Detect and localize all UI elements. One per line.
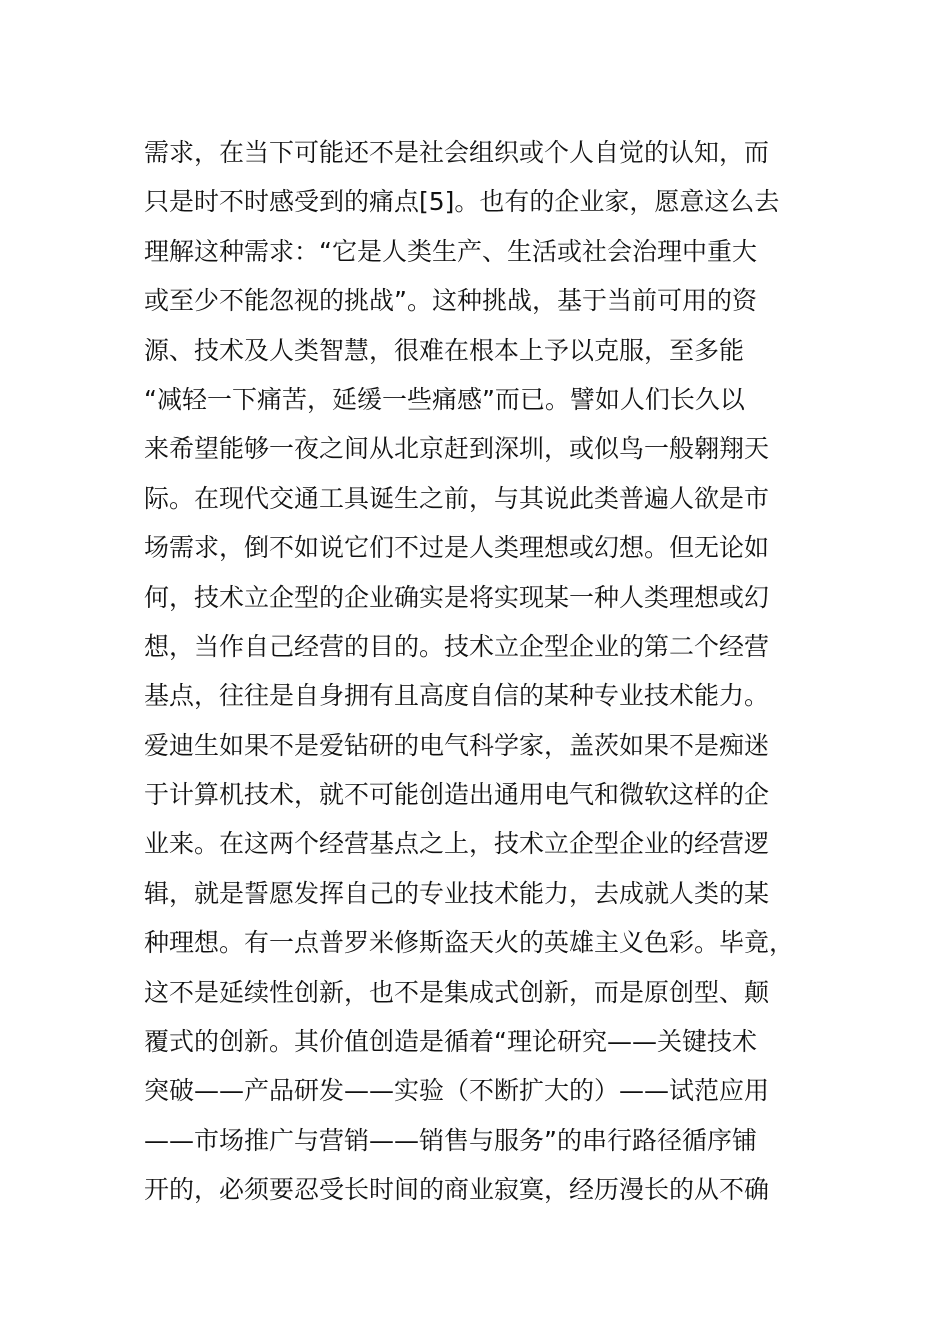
text-line: “减轻一下痛苦，延缓一些痛感”而已。譬如人们长久以 <box>144 384 745 414</box>
text-line: 源、技术及人类智慧，很难在根本上予以克服，至多能 <box>144 335 745 365</box>
text-line: 何，技术立企型的企业确实是将实现某一种人类理想或幻 <box>144 582 770 612</box>
text-line: 理解这种需求：“它是人类生产、生活或社会治理中重大 <box>144 236 757 266</box>
body-text <box>144 128 824 1215</box>
text-line: 来希望能够一夜之间从北京赶到深圳，或似鸟一般翱翔天 <box>144 434 770 464</box>
text-line: ——市场推广与营销——销售与服务”的串行路径循序铺 <box>144 1125 757 1155</box>
text-line: 辑，就是誓愿发挥自己的专业技术能力，去成就人类的某 <box>144 878 770 908</box>
text-line: 基点，往往是自身拥有且高度自信的某种专业技术能力。 <box>144 681 770 711</box>
text-line: 业来。在这两个经营基点之上，技术立企型企业的经营逻 <box>144 829 770 859</box>
text-line: 只是时不时感受到的痛点[5]。也有的企业家，愿意这么去 <box>144 187 780 217</box>
text-line: 突破——产品研发——实验（不断扩大的）——试范应用 <box>144 1076 770 1106</box>
text-line: 开的，必须要忍受长时间的商业寂寞，经历漫长的从不确 <box>144 1175 770 1205</box>
text-line: 覆式的创新。其价值创造是循着“理论研究——关键技术 <box>144 1027 757 1057</box>
text-line: 种理想。有一点普罗米修斯盗天火的英雄主义色彩。毕竟， <box>144 928 795 958</box>
text-line: 需求，在当下可能还不是社会组织或个人自觉的认知，而 <box>144 138 770 167</box>
text-line: 际。在现代交通工具诞生之前，与其说此类普遍人欲是市 <box>144 483 770 513</box>
text-line: 场需求，倒不如说它们不过是人类理想或幻想。但无论如 <box>144 533 770 563</box>
text-line: 这不是延续性创新，也不是集成式创新，而是原创型、颠 <box>144 977 770 1007</box>
text-line: 爱迪生如果不是爱钻研的电气科学家，盖茨如果不是痴迷 <box>144 730 770 760</box>
text-line: 想，当作自己经营的目的。技术立企型企业的第二个经营 <box>144 631 770 661</box>
text-line: 于计算机技术，就不可能创造出通用电气和微软这样的企 <box>144 780 770 810</box>
text-line: 或至少不能忽视的挑战”。这种挑战，基于当前可用的资 <box>144 286 757 316</box>
